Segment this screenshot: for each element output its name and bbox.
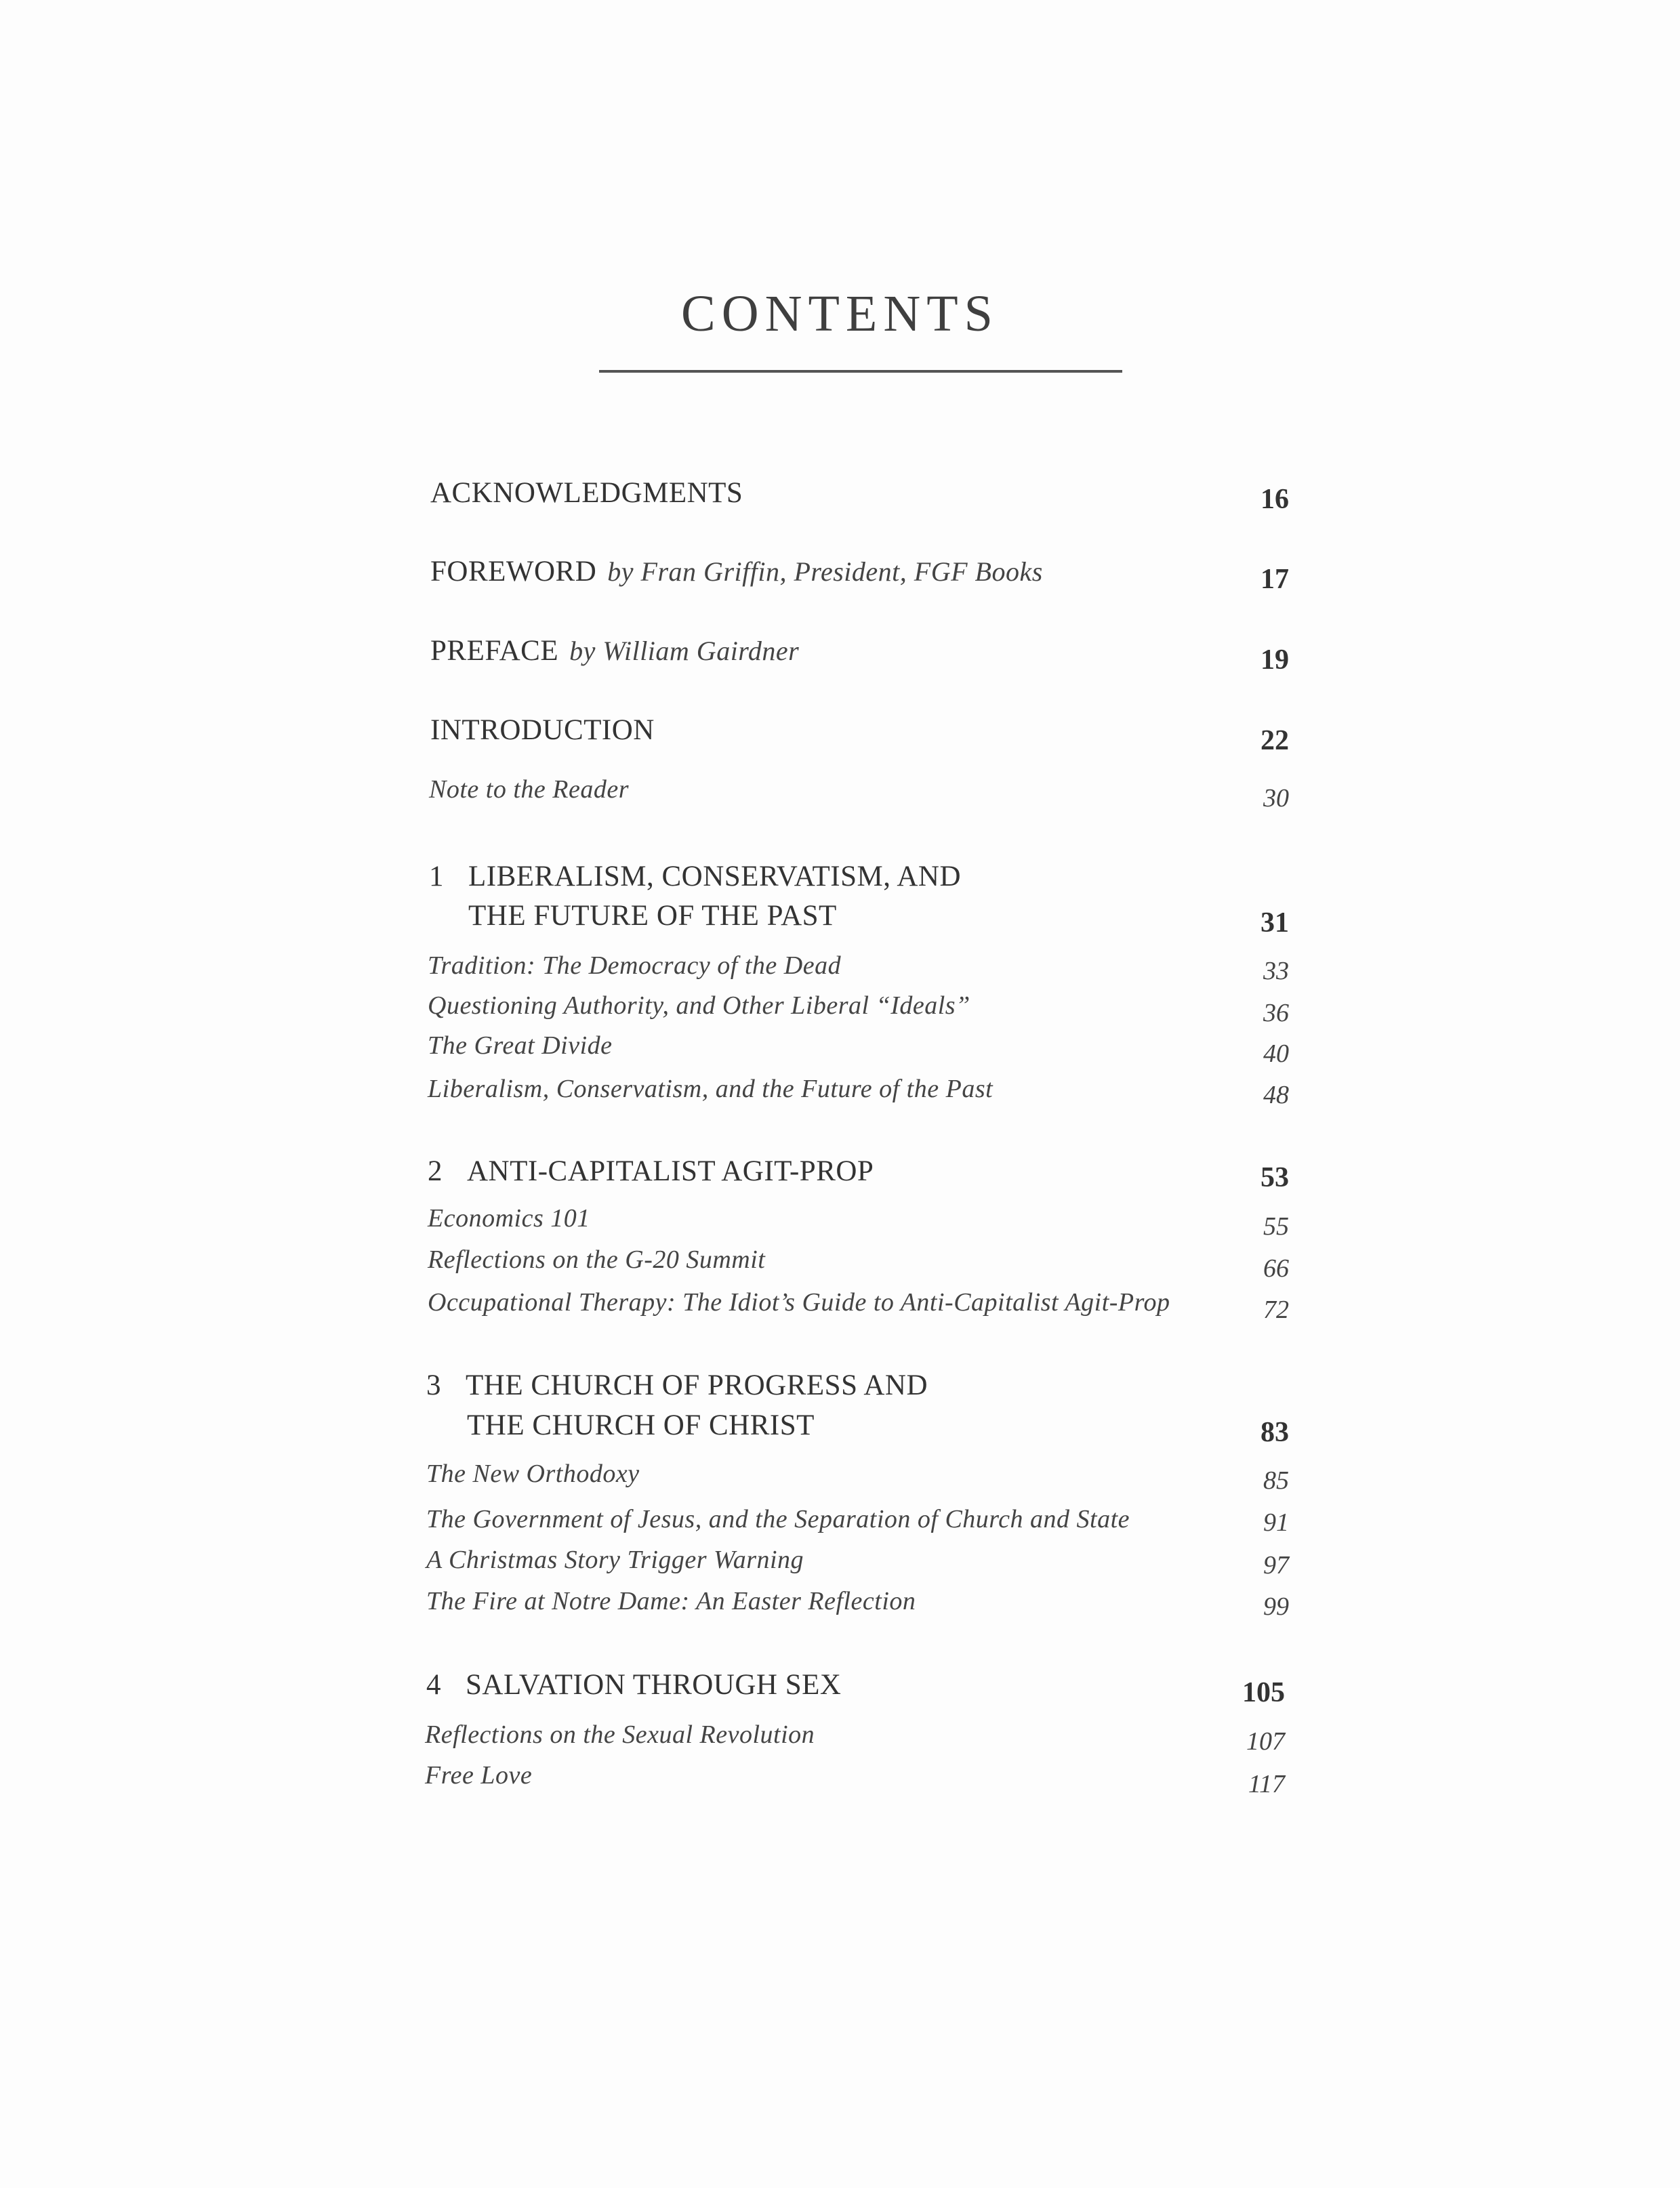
chapter-title-text: SALVATION THROUGH SEX xyxy=(466,1669,842,1701)
toc-label: ACKNOWLEDGMENTS xyxy=(430,477,743,509)
toc-label: INTRODUCTION xyxy=(430,714,655,746)
toc-label: The Great Divide xyxy=(428,1031,613,1060)
toc-page-number: 91 xyxy=(1263,1508,1289,1537)
toc-page-number: 72 xyxy=(1263,1296,1289,1324)
toc-page-number: 48 xyxy=(1263,1081,1289,1109)
chapter-number: 4 xyxy=(426,1669,441,1701)
toc-page-number: 85 xyxy=(1263,1466,1289,1495)
chapter-number: 2 xyxy=(428,1155,443,1187)
toc-page-number: 66 xyxy=(1263,1254,1289,1283)
toc-label: A Christmas Story Trigger Warning xyxy=(426,1546,804,1574)
toc-label: Occupational Therapy: The Idiot’s Guide to Anti-Capitalist Agit-Prop xyxy=(428,1288,1170,1317)
chapter-title-line1 xyxy=(429,862,961,891)
toc-label: Tradition: The Democracy of the Dead xyxy=(428,951,842,980)
toc-label: Questioning Authority, and Other Liberal “Ideals” xyxy=(428,991,970,1020)
toc-byline: by William Gairdner xyxy=(569,636,800,666)
chapter-number: 3 xyxy=(426,1369,441,1401)
toc-page-number: 53 xyxy=(1261,1162,1289,1193)
toc-page-number: 16 xyxy=(1261,484,1289,515)
toc-page-number: 107 xyxy=(1246,1727,1285,1756)
toc-label: Reflections on the Sexual Revolution xyxy=(425,1720,815,1749)
toc-page-number: 83 xyxy=(1261,1417,1289,1448)
toc-page-number: 55 xyxy=(1263,1212,1289,1241)
toc-page-number: 17 xyxy=(1261,564,1289,595)
toc-page-number: 99 xyxy=(1263,1592,1289,1621)
chapter-title-text: THE CHURCH OF PROGRESS AND xyxy=(466,1369,928,1401)
chapter-title-text: LIBERALISM, CONSERVATISM, AND xyxy=(468,861,962,892)
toc-label: The Fire at Notre Dame: An Easter Reflection xyxy=(426,1587,916,1615)
toc-label-text: FOREWORD xyxy=(430,556,597,587)
toc-label: Liberalism, Conservatism, and the Future of the Past xyxy=(428,1075,993,1103)
toc-label: Free Love xyxy=(425,1761,533,1790)
toc-label: Note to the Reader xyxy=(429,775,629,804)
toc-page-number: 22 xyxy=(1261,725,1289,756)
toc-label: Reflections on the G-20 Summit xyxy=(428,1245,766,1274)
toc-page-number: 19 xyxy=(1261,644,1289,676)
chapter-title-line1 xyxy=(428,1157,874,1186)
toc-page-number: 33 xyxy=(1263,957,1289,985)
toc-page-number: 105 xyxy=(1242,1677,1285,1708)
toc-label: Economics 101 xyxy=(428,1204,590,1233)
chapter-title-line1 xyxy=(426,1670,841,1699)
title-underline xyxy=(599,370,1122,373)
toc-label xyxy=(430,557,1043,586)
toc-page-number: 30 xyxy=(1263,784,1289,812)
chapter-title-line2: THE FUTURE OF THE PAST xyxy=(468,900,837,932)
toc-label: The New Orthodoxy xyxy=(426,1460,640,1488)
chapter-title-line2: THE CHURCH OF CHRIST xyxy=(467,1409,815,1441)
toc-page-number: 36 xyxy=(1263,999,1289,1027)
toc-label: The Government of Jesus, and the Separation of Church and State xyxy=(426,1505,1130,1533)
chapter-title-text: ANTI-CAPITALIST AGIT-PROP xyxy=(467,1155,874,1187)
chapter-title-line1 xyxy=(426,1371,928,1400)
toc-page-number: 117 xyxy=(1248,1770,1285,1798)
toc-page-number: 31 xyxy=(1261,907,1289,938)
chapter-number: 1 xyxy=(429,861,444,892)
toc-label-text: PREFACE xyxy=(430,635,559,667)
toc-page-number: 97 xyxy=(1263,1551,1289,1580)
toc-page-number: 40 xyxy=(1263,1039,1289,1068)
toc-byline: by Fran Griffin, President, FGF Books xyxy=(607,556,1043,587)
page-title: CONTENTS xyxy=(681,285,999,342)
toc-label xyxy=(430,636,799,665)
